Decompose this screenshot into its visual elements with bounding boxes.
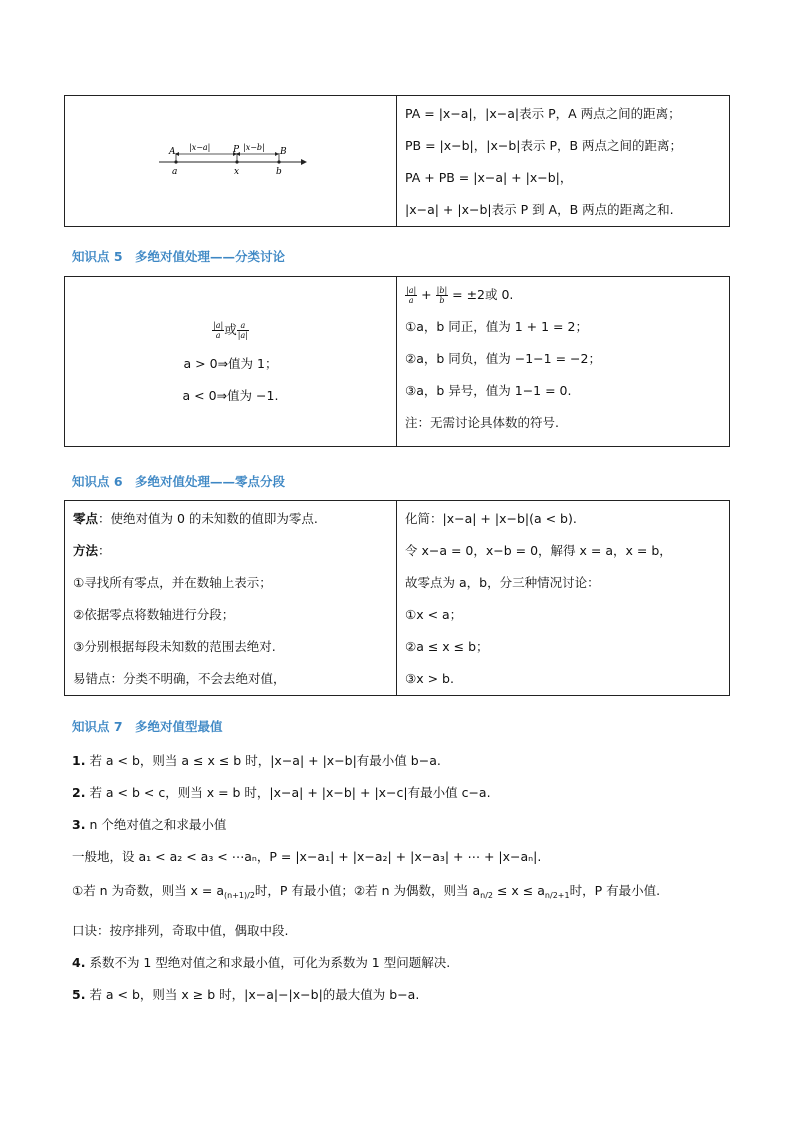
item-4-text: 系数不为 1 型绝对值之和求最小值，可化为系数为 1 型问题解决. — [89, 955, 451, 970]
label-A: A — [169, 147, 176, 157]
sum-frac2-den: b — [439, 296, 445, 305]
zero-point-text: ：使绝对值为 0 的未知数的值即为零点. — [98, 511, 318, 526]
sum-frac2-num: |b| — [436, 286, 448, 295]
item-1-text: 若 a < b，则当 a ≤ x ≤ b 时，|x−a| + |x−b|有最小值 b−a. — [89, 753, 441, 768]
number-line-diagram — [65, 96, 397, 222]
frac2-num: a — [237, 321, 249, 331]
sign-fraction-line — [65, 312, 396, 348]
item-4-number: 4. — [72, 955, 86, 970]
item-5-number: 5. — [72, 987, 86, 1002]
or-text: 或 — [224, 321, 237, 337]
method-heading — [65, 535, 396, 567]
mnemonic: 口诀：按序排列，奇取中值，偶取中段. — [72, 923, 289, 938]
label-B: B — [280, 147, 287, 157]
positive-rule: a > 0⇒值为 1； — [183, 355, 278, 371]
zero-point-table — [64, 500, 730, 696]
item-3 — [72, 815, 226, 835]
method-step-2: ②依据零点将数轴进行分段； — [73, 607, 235, 622]
case-discussion-table — [64, 276, 730, 447]
pa-plus-pb-line: PA + PB = |x−a| + |x−b|， — [405, 170, 573, 185]
solve-line: 令 x−a = 0，x−b = 0，解得 x = a，x = b， — [405, 543, 672, 558]
odd-even-rule — [72, 881, 660, 906]
item-5-text: 若 a < b，则当 x ≥ b 时，|x−a|−|x−b|的最大值为 b−a. — [89, 987, 420, 1002]
common-mistake: 易错点：分类不明确，不会去绝对值， — [73, 671, 286, 686]
item-4 — [72, 953, 450, 973]
frac1-den: a — [215, 330, 221, 340]
method-step-3: ③分别根据每段未知数的范围去绝对. — [73, 639, 276, 654]
item-1 — [72, 751, 441, 771]
zero-point-example-cell — [397, 501, 730, 696]
odd-subscript: (n+1)/2 — [224, 891, 255, 900]
label-P: P — [233, 145, 240, 155]
pb-line: PB = |x−b|，|x−b|表示 P，B 两点之间的距离； — [405, 138, 683, 153]
case-same-positive: ①a，b 同正，值为 1 + 1 = 2； — [405, 319, 588, 334]
method-colon: ： — [98, 543, 111, 558]
even-subscript-2: n/2+1 — [544, 891, 570, 900]
point-a — [174, 160, 177, 163]
simplify-line: 化简：|x−a| + |x−b|(a < b). — [405, 511, 577, 526]
sum-frac1-num: |a| — [406, 286, 417, 295]
label-seg2: |x−b| — [243, 143, 265, 152]
sign-rule-cell — [65, 277, 397, 447]
case-3: ③x > b. — [405, 671, 454, 686]
case-1: ①x < a； — [405, 607, 463, 622]
sum-meaning-line: |x−a| + |x−b|表示 P 到 A，B 两点的距离之和. — [405, 202, 674, 217]
pa-line: PA = |x−a|，|x−a|表示 P，A 两点之间的距离； — [405, 106, 681, 121]
frac1-num: |a| — [213, 320, 224, 330]
section7-title: 知识点 7 多绝对值型最值 — [72, 719, 223, 734]
plus-sign: + — [421, 287, 432, 302]
odd-even-part-d: 时，P 有最小值. — [569, 883, 661, 898]
item-3-number: 3. — [72, 817, 86, 832]
note-line: 注：无需讨论具体数的符号. — [405, 415, 559, 430]
point-b — [277, 160, 280, 163]
item-2 — [72, 783, 491, 803]
item-1-number: 1. — [72, 753, 86, 768]
section6-title: 知识点 6 多绝对值处理——零点分段 — [72, 474, 286, 489]
distance-table — [64, 95, 730, 227]
point-x — [235, 160, 238, 163]
sum-result: = ±2或 0. — [452, 287, 514, 302]
general-form: 一般地，设 a₁ < a₂ < a₃ < ⋯aₙ，P = |x−a₁| + |x−a₂| + |x−a₃| + ⋯ + |x−aₙ|. — [72, 849, 542, 864]
sum-fraction-line — [397, 279, 729, 311]
distance-explanation-cell — [397, 96, 730, 227]
number-line-cell — [65, 96, 397, 227]
method-step-1: ①寻找所有零点，并在数轴上表示； — [73, 575, 272, 590]
axis-arrow — [301, 159, 307, 165]
negative-rule: a < 0⇒值为 −1. — [182, 387, 279, 403]
item-3-text: n 个绝对值之和求最小值 — [89, 817, 227, 832]
zero-point-label: 零点 — [73, 511, 99, 526]
item-2-number: 2. — [72, 785, 86, 800]
case-opposite-sign: ③a，b 异号，值为 1−1 = 0. — [405, 383, 572, 398]
case-same-negative: ②a，b 同负，值为 −1−1 = −2； — [405, 351, 601, 366]
case-2: ②a ≤ x ≤ b； — [405, 639, 489, 654]
method-label: 方法 — [73, 543, 99, 558]
sum-cases-cell — [397, 277, 730, 447]
zero-point-definition — [65, 503, 396, 535]
label-a: a — [172, 167, 178, 177]
odd-even-part-c: ≤ x ≤ a — [493, 883, 545, 898]
three-cases-line: 故零点为 a，b，分三种情况讨论： — [405, 575, 600, 590]
frac2-den: |a| — [237, 330, 248, 340]
section5-title: 知识点 5 多绝对值处理——分类讨论 — [72, 249, 286, 264]
even-subscript-1: n/2 — [480, 891, 494, 900]
odd-even-part-b: 时，P 有最小值；②若 n 为偶数，则当 a — [254, 883, 481, 898]
label-x: x — [234, 167, 240, 177]
odd-even-part-a: ①若 n 为奇数，则当 x = a — [72, 883, 225, 898]
item-5 — [72, 985, 419, 1005]
label-b: b — [276, 167, 282, 177]
sum-frac1-den: a — [408, 296, 414, 305]
label-seg1: |x−a| — [189, 143, 211, 152]
item-2-text: 若 a < b < c，则当 x = b 时，|x−a| + |x−b| + |x−c|有最小值 c−a. — [89, 785, 491, 800]
zero-point-method-cell — [65, 501, 397, 696]
